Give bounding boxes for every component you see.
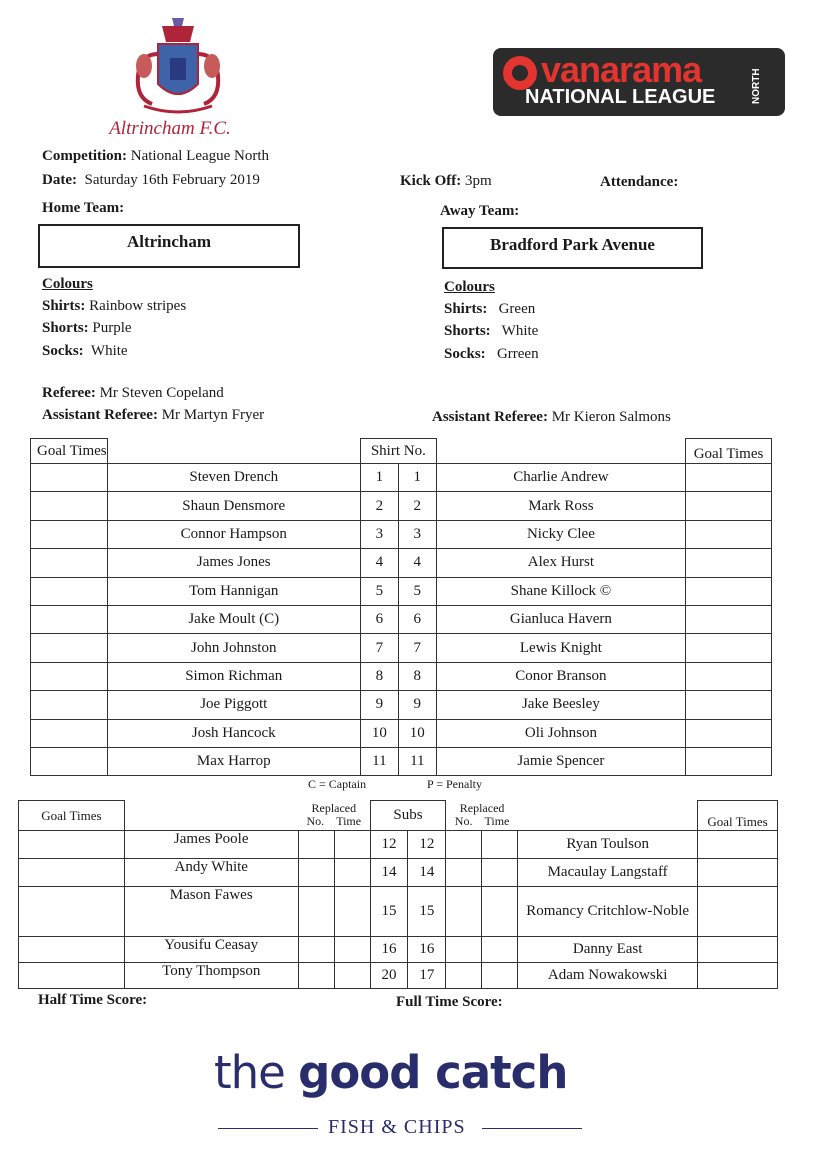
referee-label: Referee:	[42, 385, 96, 401]
home-sub-name: Mason Fawes	[124, 887, 298, 937]
home-socks-label: Socks:	[42, 343, 84, 359]
lineup-row	[31, 464, 772, 492]
home-player-name: Connor Hampson	[107, 520, 360, 548]
home-socks-value: White	[90, 343, 128, 359]
away-shirt-number: 8	[398, 662, 436, 690]
away-shirt-number: 9	[398, 691, 436, 719]
lineup-row	[31, 605, 772, 633]
home-subs-goal-times-header: Goal Times	[19, 801, 125, 831]
home-goal-times-cell	[31, 719, 108, 747]
home-shorts-value: Purple	[92, 320, 132, 336]
assistant-referee-2-line	[432, 409, 671, 426]
home-shirt-number: 9	[360, 691, 398, 719]
home-goal-times-cell	[31, 691, 108, 719]
home-shirt-number: 10	[360, 719, 398, 747]
attendance-label: Attendance:	[600, 174, 679, 190]
away-replaced-no-cell	[446, 963, 482, 989]
home-shirt-number: 8	[360, 662, 398, 690]
away-sub-name: Romancy Critchlow-Noble	[518, 887, 698, 937]
away-subs-goal-times-header: Goal Times	[697, 801, 777, 831]
home-shirts-value: Rainbow stripes	[89, 298, 187, 314]
home-sub-number: 14	[370, 859, 408, 887]
away-goal-times-cell	[686, 605, 772, 633]
away-shorts-value: White	[501, 323, 539, 339]
away-sub-name: Macaulay Langstaff	[518, 859, 698, 887]
away-sub-number: 14	[408, 859, 446, 887]
away-replaced-time-cell	[482, 937, 518, 963]
home-player-name: John Johnston	[107, 634, 360, 662]
home-sub-goal-times-cell	[19, 859, 125, 887]
lineup-row	[31, 549, 772, 577]
away-replaced-no-cell	[446, 859, 482, 887]
home-replaced-time-cell	[334, 963, 370, 989]
away-team-label: Away Team:	[440, 203, 520, 219]
club-name: Altrincham F.C.	[109, 118, 231, 139]
away-replaced-time-cell	[482, 859, 518, 887]
vanarama-wordmark: vanarama	[541, 49, 702, 90]
home-goal-times-cell	[31, 605, 108, 633]
home-shirt-number: 11	[360, 747, 398, 775]
away-shorts-label: Shorts:	[444, 323, 491, 339]
home-replaced-no-cell	[298, 937, 334, 963]
away-replaced-no-label: No.	[454, 814, 473, 829]
away-replaced-label: Replaced	[459, 801, 505, 816]
home-goal-times-cell	[31, 662, 108, 690]
vanarama-swirl-icon	[503, 56, 537, 90]
away-shirts-value: Green	[498, 301, 536, 317]
home-team-name: Altrincham	[126, 232, 212, 251]
home-replaced-header	[298, 801, 370, 831]
good-catch-logo	[214, 1046, 567, 1099]
vanarama-region-text: NORTH	[751, 68, 762, 104]
assistant-referee-1-value: Mr Martyn Fryer	[161, 407, 265, 423]
away-sub-goal-times-cell	[697, 859, 777, 887]
away-sub-number: 12	[408, 831, 446, 859]
home-player-name: Josh Hancock	[107, 719, 360, 747]
home-sub-goal-times-cell	[19, 887, 125, 937]
home-goal-times-cell	[31, 464, 108, 492]
away-sub-number: 16	[408, 937, 446, 963]
home-goal-times-cell	[31, 747, 108, 775]
away-player-name: Jake Beesley	[436, 691, 685, 719]
home-replaced-no-cell	[298, 963, 334, 989]
away-team-name: Bradford Park Avenue	[490, 235, 655, 254]
home-goal-times-cell	[31, 577, 108, 605]
subs-header: Subs	[370, 801, 446, 831]
away-player-name: Conor Branson	[436, 662, 685, 690]
subs-row	[19, 859, 778, 887]
away-socks-value: Grreen	[496, 346, 539, 362]
away-shorts-line	[444, 323, 538, 340]
lineup-row	[31, 520, 772, 548]
home-goal-times-cell	[31, 492, 108, 520]
home-player-name: James Jones	[107, 549, 360, 577]
away-replaced-time-label: Time	[484, 814, 510, 829]
away-shirt-number: 3	[398, 520, 436, 548]
date-line	[42, 172, 260, 189]
home-replaced-no-cell	[298, 859, 334, 887]
date-value: Saturday 16th February 2019	[84, 172, 260, 188]
away-sub-name: Adam Nowakowski	[518, 963, 698, 989]
home-team-label: Home Team:	[42, 200, 125, 216]
away-goal-times-cell	[686, 577, 772, 605]
full-time-score-label: Full Time Score:	[396, 994, 503, 1010]
home-shirts-line	[42, 298, 186, 315]
away-replaced-header	[446, 801, 518, 831]
tagline-divider-right	[482, 1128, 582, 1129]
lineup-row	[31, 634, 772, 662]
assistant-referee-1-label: Assistant Referee:	[42, 407, 158, 423]
lineup-row	[31, 691, 772, 719]
home-player-name: Simon Richman	[107, 662, 360, 690]
kickoff-line	[400, 173, 492, 190]
home-replaced-no-cell	[298, 831, 334, 859]
home-shirt-number: 3	[360, 520, 398, 548]
away-replaced-no-cell	[446, 887, 482, 937]
competition-value: National League North	[130, 148, 270, 164]
away-replaced-time-cell	[482, 831, 518, 859]
home-colours-heading: Colours	[42, 276, 93, 292]
lineup-row	[31, 747, 772, 775]
good-catch-tagline: FISH & CHIPS	[328, 1116, 466, 1138]
home-player-name: Shaun Densmore	[107, 492, 360, 520]
away-goal-times-cell	[686, 464, 772, 492]
half-time-score-label: Half Time Score:	[38, 992, 148, 1008]
away-goal-times-cell	[686, 492, 772, 520]
away-socks-line	[444, 346, 539, 363]
away-player-name: Lewis Knight	[436, 634, 685, 662]
home-sub-number: 16	[370, 937, 408, 963]
away-sub-name: Ryan Toulson	[518, 831, 698, 859]
captain-legend: C = Captain	[308, 777, 367, 791]
club-crest-icon	[118, 14, 238, 120]
home-replaced-label: Replaced	[311, 801, 357, 816]
home-replaced-time-label: Time	[336, 814, 362, 829]
away-shirts-line	[444, 301, 535, 318]
away-player-name: Mark Ross	[436, 492, 685, 520]
home-sub-name: Yousifu Ceasay	[124, 937, 298, 963]
away-shirts-label: Shirts:	[444, 301, 488, 317]
home-replaced-no-cell	[298, 887, 334, 937]
lineup-row	[31, 577, 772, 605]
home-socks-line	[42, 343, 128, 360]
lineup-header-row	[31, 439, 772, 464]
home-player-name: Tom Hannigan	[107, 577, 360, 605]
good-catch-word2: good catch	[298, 1046, 568, 1099]
away-shirt-number: 10	[398, 719, 436, 747]
kickoff-label: Kick Off:	[400, 173, 462, 189]
away-colours-heading: Colours	[444, 279, 495, 295]
away-socks-label: Socks:	[444, 346, 486, 362]
kickoff-value: 3pm	[465, 173, 492, 189]
home-sub-name: Tony Thompson	[124, 963, 298, 989]
away-sub-number: 15	[408, 887, 446, 937]
away-shirt-number: 4	[398, 549, 436, 577]
away-replaced-no-cell	[446, 831, 482, 859]
subs-row	[19, 887, 778, 937]
home-replaced-time-cell	[334, 887, 370, 937]
home-shirt-number: 7	[360, 634, 398, 662]
tagline-divider-left	[218, 1128, 318, 1129]
date-label: Date:	[42, 172, 77, 188]
home-shirt-number: 2	[360, 492, 398, 520]
subs-row	[19, 937, 778, 963]
home-goal-times-cell	[31, 520, 108, 548]
home-player-name: Max Harrop	[107, 747, 360, 775]
home-shirts-label: Shirts:	[42, 298, 86, 314]
away-player-name: Jamie Spencer	[436, 747, 685, 775]
home-replaced-no-time	[298, 815, 369, 828]
away-shirt-number: 2	[398, 492, 436, 520]
home-sub-name: James Poole	[124, 831, 298, 859]
away-replaced-time-cell	[482, 887, 518, 937]
vanarama-logo	[493, 48, 785, 116]
away-shirt-number: 11	[398, 747, 436, 775]
away-player-name: Alex Hurst	[436, 549, 685, 577]
away-player-name: Gianluca Havern	[436, 605, 685, 633]
away-sub-name: Danny East	[518, 937, 698, 963]
away-sub-goal-times-cell	[697, 831, 777, 859]
home-sub-number: 15	[370, 887, 408, 937]
away-goal-times-header: Goal Times	[686, 439, 772, 464]
lineup-row	[31, 492, 772, 520]
home-sub-goal-times-cell	[19, 937, 125, 963]
subs-table	[18, 800, 778, 989]
home-goal-times-cell	[31, 549, 108, 577]
assistant-referee-2-label: Assistant Referee:	[432, 409, 548, 425]
away-shirt-number: 6	[398, 605, 436, 633]
away-replaced-time-cell	[482, 963, 518, 989]
referee-value: Mr Steven Copeland	[99, 385, 224, 401]
home-player-name: Joe Piggott	[107, 691, 360, 719]
good-catch-word1: the	[214, 1046, 285, 1099]
home-shorts-line	[42, 320, 132, 337]
home-sub-goal-times-cell	[19, 831, 125, 859]
lineup-row	[31, 719, 772, 747]
subs-header-row	[19, 801, 778, 831]
home-replaced-no-label: No.	[306, 814, 325, 829]
home-player-name: Jake Moult (C)	[107, 605, 360, 633]
away-team-box	[442, 227, 703, 269]
away-player-name: Charlie Andrew	[436, 464, 685, 492]
away-sub-goal-times-cell	[697, 963, 777, 989]
away-sub-number: 17	[408, 963, 446, 989]
lineup-table	[30, 438, 772, 776]
away-goal-times-cell	[686, 747, 772, 775]
away-replaced-no-cell	[446, 937, 482, 963]
away-goal-times-cell	[686, 719, 772, 747]
away-player-name: Shane Killock ©	[436, 577, 685, 605]
home-goal-times-cell	[31, 634, 108, 662]
referee-line	[42, 385, 224, 402]
away-goal-times-cell	[686, 691, 772, 719]
home-replaced-time-cell	[334, 859, 370, 887]
assistant-referee-1-line	[42, 407, 264, 424]
home-shorts-label: Shorts:	[42, 320, 89, 336]
competition-line	[42, 148, 269, 165]
away-goal-times-cell	[686, 634, 772, 662]
home-replaced-time-cell	[334, 831, 370, 859]
home-goal-times-header: Goal Times	[31, 439, 108, 464]
home-shirt-number: 4	[360, 549, 398, 577]
home-team-box	[38, 224, 300, 268]
home-shirt-number: 6	[360, 605, 398, 633]
home-shirt-number: 5	[360, 577, 398, 605]
away-player-name: Oli Johnson	[436, 719, 685, 747]
home-sub-name: Andy White	[124, 859, 298, 887]
away-goal-times-cell	[686, 662, 772, 690]
home-sub-number: 12	[370, 831, 408, 859]
away-goal-times-cell	[686, 520, 772, 548]
away-shirt-number: 7	[398, 634, 436, 662]
competition-label: Competition:	[42, 148, 127, 164]
away-goal-times-cell	[686, 549, 772, 577]
shirt-no-header: Shirt No.	[360, 439, 436, 464]
subs-row	[19, 963, 778, 989]
home-shirt-number: 1	[360, 464, 398, 492]
vanarama-league-text: NATIONAL LEAGUE	[525, 86, 716, 108]
away-replaced-no-time	[446, 815, 517, 828]
assistant-referee-2-value: Mr Kieron Salmons	[551, 409, 671, 425]
home-replaced-time-cell	[334, 937, 370, 963]
away-shirt-number: 1	[398, 464, 436, 492]
away-shirt-number: 5	[398, 577, 436, 605]
home-player-name: Steven Drench	[107, 464, 360, 492]
subs-row	[19, 831, 778, 859]
home-sub-number: 20	[370, 963, 408, 989]
away-sub-goal-times-cell	[697, 937, 777, 963]
away-player-name: Nicky Clee	[436, 520, 685, 548]
home-sub-goal-times-cell	[19, 963, 125, 989]
penalty-legend: P = Penalty	[427, 777, 482, 791]
lineup-row	[31, 662, 772, 690]
away-sub-goal-times-cell	[697, 887, 777, 937]
